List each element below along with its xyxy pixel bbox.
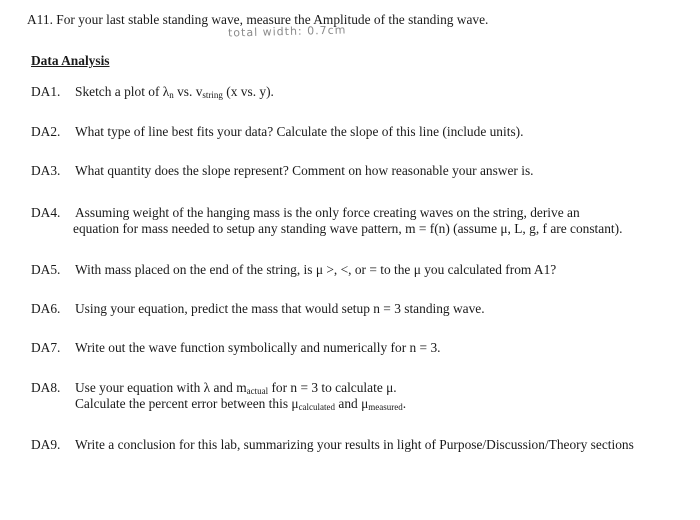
- handwritten-note: total width: 0.7cm: [227, 23, 347, 40]
- item-da7: [31, 340, 440, 356]
- item-text: Write a conclusion for this lab, summarizing your results in light of Purpose/Discussion/Theory sections: [75, 437, 634, 452]
- item-text-part: Sketch a plot of λ: [75, 84, 170, 99]
- item-da1: [31, 84, 274, 101]
- subscript: n: [169, 90, 174, 100]
- item-da4-continuation: equation for mass needed to setup any standing wave pattern, m = f(n) (assume μ, L, g, f are constant).: [73, 221, 623, 236]
- item-number: DA1.: [31, 84, 61, 99]
- item-da4: [31, 205, 580, 221]
- question-label: A11.: [27, 12, 53, 27]
- item-text-part: Use your equation with λ and m: [75, 380, 247, 395]
- item-text-part: (x vs. y).: [222, 84, 274, 99]
- section-heading: Data Analysis: [31, 53, 110, 68]
- item-da2: [31, 124, 523, 140]
- item-number: DA2.: [31, 124, 61, 139]
- item-number: DA6.: [31, 301, 61, 316]
- item-text: With mass placed on the end of the string, is μ >, <, or = to the μ you calculated from A1?: [75, 262, 557, 277]
- item-text: What type of line best fits your data? Calculate the slope of this line (include units).: [75, 124, 524, 139]
- item-text: Write out the wave function symbolically and numerically for n = 3.: [75, 340, 441, 355]
- item-text-part: .: [402, 396, 407, 411]
- subscript: string: [202, 90, 223, 100]
- subscript: measured: [368, 402, 403, 412]
- item-number: DA9.: [31, 437, 61, 452]
- subscript: calculated: [298, 402, 336, 412]
- item-number: DA8.: [31, 380, 61, 395]
- item-number: DA4.: [31, 205, 61, 220]
- item-text-part: Calculate the percent error between this μ: [75, 396, 299, 411]
- item-number: DA7.: [31, 340, 61, 355]
- item-da9: [31, 437, 634, 453]
- item-text: Using your equation, predict the mass that would setup n = 3 standing wave.: [75, 301, 485, 316]
- item-number: DA3.: [31, 163, 61, 178]
- item-text: [75, 84, 274, 101]
- item-text-part: and μ: [335, 396, 369, 411]
- item-number: DA5.: [31, 262, 61, 277]
- item-text: [75, 380, 397, 397]
- subscript: actual: [246, 386, 269, 396]
- item-text-part: vs. v: [173, 84, 203, 99]
- item-text: Assuming weight of the hanging mass is the only force creating waves on the string, derive an: [75, 205, 580, 220]
- item-da6: [31, 301, 485, 317]
- item-text-part: for n = 3 to calculate μ.: [268, 380, 397, 395]
- question-text: For your last stable standing wave, measure the Amplitude of the standing wave.: [56, 12, 489, 27]
- item-text: What quantity does the slope represent? Comment on how reasonable your answer is.: [75, 163, 534, 178]
- item-da5: [31, 262, 556, 278]
- item-da8: [31, 380, 397, 397]
- item-da3: [31, 163, 534, 179]
- item-da8-continuation: [75, 396, 406, 413]
